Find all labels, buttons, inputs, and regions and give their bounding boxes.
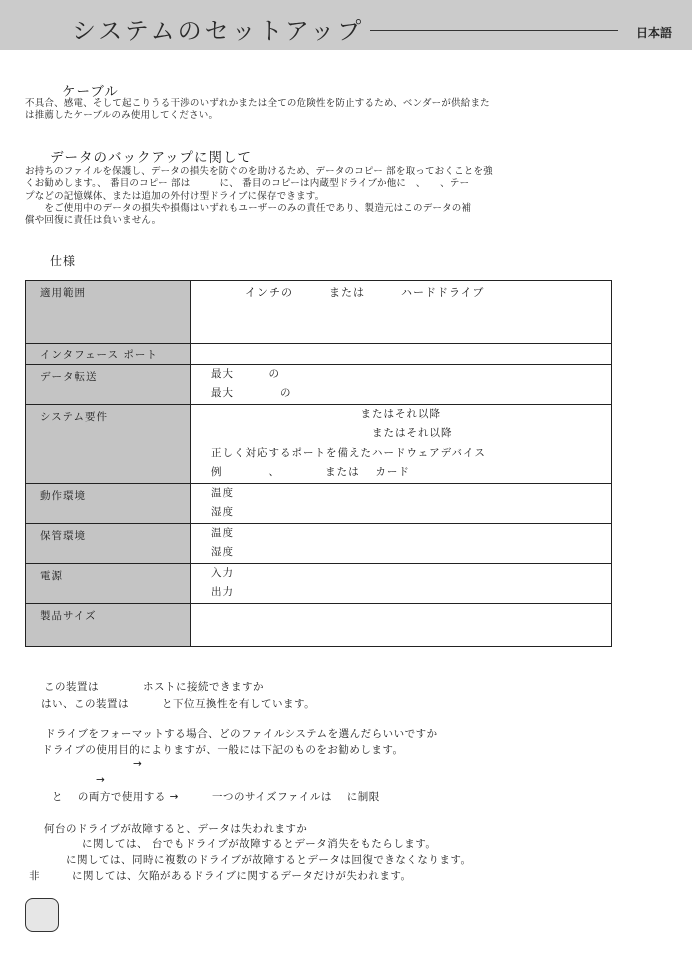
spec-label: 適用範囲 xyxy=(26,281,191,344)
spec-value xyxy=(191,603,612,646)
cable-line: は推薦したケーブルのみ使用してください。 xyxy=(25,110,219,122)
spec-table xyxy=(25,280,612,647)
spec-value-line xyxy=(191,344,611,364)
spec-label: データ転送 xyxy=(26,364,191,404)
spec-value xyxy=(191,364,612,404)
title-rule xyxy=(370,30,618,31)
faq-answer-prefix: 非 xyxy=(29,870,40,882)
cable-text xyxy=(25,98,490,123)
spec-value-line: インチの または ハードドライブ xyxy=(221,286,485,299)
spec-value-line: またはそれ以降 xyxy=(211,407,441,420)
backup-line: くお勧めします。、 番目のコピー 部は に、 番目のコピーは内蔵型ドライブか他に 、 、テー xyxy=(25,178,470,190)
spec-value xyxy=(191,563,612,603)
spec-label: インタフェース ポート xyxy=(26,344,191,365)
spec-label: 製品サイズ xyxy=(26,603,191,646)
faq-answer: はい、この装置は と下位互換性を有しています。 xyxy=(41,698,316,710)
spec-value-line: またはそれ以降 xyxy=(211,427,453,439)
spec-row xyxy=(26,281,612,344)
spec-value-line: 正しく対応するポートを備えたハードウェアデバイス xyxy=(211,446,486,459)
faq-answer: に関しては、欠陥があるドライブに関するデータだけが失われます。 xyxy=(72,870,412,882)
faq-answer: ドライブの使用目的によりますが、一般には下記のものをお勧めします。 xyxy=(42,744,404,756)
faq-question: 何台のドライブが故障すると、データは失われますか xyxy=(44,823,308,835)
spec-value-line: 入力 xyxy=(211,566,234,579)
spec-value xyxy=(191,483,612,523)
faq-question: ドライブをフォーマットする場合、どのファイルシステムを選んだらいいですか xyxy=(45,728,438,740)
spec-value-line: 湿度 xyxy=(211,546,234,558)
spec-row xyxy=(26,483,612,523)
language-label: 日本語 xyxy=(636,26,673,40)
spec-row xyxy=(26,364,612,404)
page-number-box xyxy=(25,898,59,932)
spec-row xyxy=(26,344,612,365)
spec-label: 動作環境 xyxy=(26,483,191,523)
backup-text xyxy=(25,166,493,227)
spec-label: 電源 xyxy=(26,563,191,603)
cable-line: 不具合、感電、そして起こりうる干渉のいずれかまたは全ての危険性を防止するため、ベンダーが供給また xyxy=(25,98,490,109)
spec-value-line xyxy=(191,604,611,624)
faq-answer: に関しては、 台でもドライブが故障するとデータ消失をもたらします。 xyxy=(82,838,437,850)
arrow-icon: → xyxy=(133,758,143,770)
spec-value xyxy=(191,404,612,483)
spec-value-line: 例 、 または カード xyxy=(211,466,410,478)
page-header xyxy=(0,0,692,50)
spec-row xyxy=(26,404,612,483)
faq-answer: に関しては、同時に複数のドライブが故障するとデータは回復できなくなります。 xyxy=(66,854,472,866)
spec-value-line: 温度 xyxy=(211,486,234,499)
spec-value-line: 出力 xyxy=(211,586,234,598)
backup-heading: データのバックアップに関して xyxy=(50,150,253,166)
backup-line: お持ちのファイルを保護し、データの損失を防ぐのを助けるため、データのコピー 部を取っておくことを強 xyxy=(25,166,493,177)
spec-row xyxy=(26,523,612,563)
spec-label: 保管環境 xyxy=(26,523,191,563)
arrow-icon: → xyxy=(96,774,106,786)
spec-value xyxy=(191,523,612,563)
spec-value xyxy=(191,281,612,344)
spec-row xyxy=(26,563,612,603)
spec-value-line: 最大 の xyxy=(211,387,292,399)
backup-line: プなどの記憶媒体、または追加の外付け型ドライブに保存できます。 xyxy=(25,190,325,202)
spec-value xyxy=(191,344,612,365)
faq-question: この装置は ホストに接続できますか xyxy=(44,681,264,693)
spec-value-line: 湿度 xyxy=(211,506,234,518)
backup-line: をご使用中のデータの損失や損傷はいずれもユーザーのみの責任であり、製造元はこのデータの補 xyxy=(25,202,472,214)
spec-row xyxy=(26,603,612,646)
page-title: システムのセットアップ xyxy=(72,17,365,45)
faq-answer: と の両方で使用する → 一つのサイズファイルは に制限 xyxy=(52,791,380,803)
spec-value-line: 温度 xyxy=(211,526,234,539)
cable-heading: ケーブル xyxy=(62,84,119,100)
specs-heading: 仕様 xyxy=(50,254,77,268)
backup-line: 償や回復に責任は負いません。 xyxy=(25,215,162,227)
spec-value-line: 最大 の xyxy=(211,367,280,380)
spec-label: システム要件 xyxy=(26,404,191,483)
